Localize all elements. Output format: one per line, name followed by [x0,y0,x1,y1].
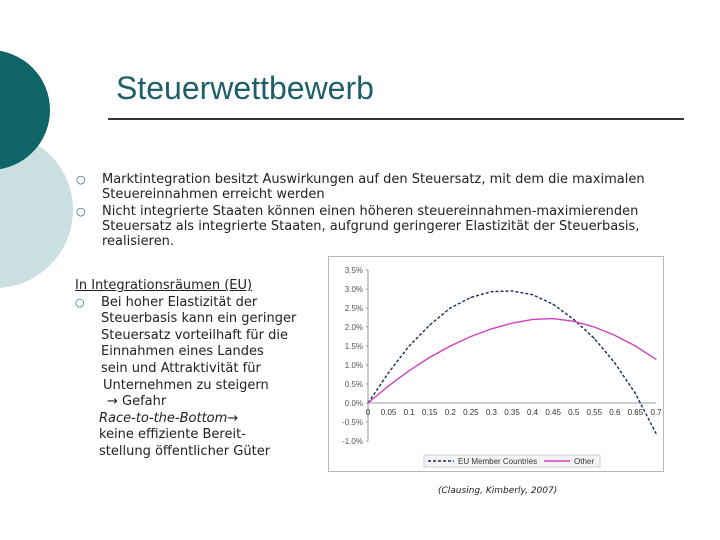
data-point [553,304,554,305]
data-point [409,370,410,371]
data-point [491,328,492,329]
data-point [511,323,512,324]
y-tick-label: 0.5% [344,380,363,389]
integration-line: keine effiziente Bereit- [99,427,246,443]
data-point [553,318,554,319]
integration-line: Einnahmen eines Landes [101,344,264,360]
data-point [532,294,533,295]
circle-bullet-icon: ○ [76,205,86,218]
data-point [655,433,656,434]
page-title: Steuerwettbewerb [116,70,374,106]
x-tick-label: 0.2 [444,408,456,417]
x-tick-label: 0.55 [586,408,603,417]
chart-legend [424,455,600,467]
data-point [635,345,636,346]
integration-line [75,295,335,312]
integration-line-text: Bei hoher Elastizität der [101,294,258,310]
circle-bullet-icon: ○ [76,173,86,186]
integration-line: Unternehmen zu steigern [103,377,269,393]
x-tick-label: 0.5 [568,408,580,417]
x-tick-label: 0.1 [403,408,415,417]
integration-line: sein und Attraktivität für [101,360,261,376]
y-tick-label: 2.0% [344,323,363,332]
source-citation: (Clausing, Kimberly, 2007) [438,486,558,496]
x-tick-label: 0.15 [421,408,438,417]
data-point [511,290,512,291]
integration-line: Steuerbasis kann ein geringer [101,311,297,327]
y-tick-label: -1.0% [342,437,363,446]
data-point [409,345,410,346]
bullet-item [76,172,676,202]
x-tick-label: 0.35 [504,408,520,417]
data-point [388,385,389,386]
bullet-item [76,204,676,249]
x-tick-label: 0.3 [485,408,497,417]
data-point [573,319,574,320]
data-point [594,338,595,339]
chart-frame [329,257,664,472]
y-tick-label: 3.0% [344,285,363,294]
bullet-text: Marktintegration besitzt Auswirkungen auf den Steuersatz, mit dem die maximalen Steuereinnahmen erreicht werden [102,172,645,202]
data-point [614,363,615,364]
x-tick-label: 0.25 [463,408,479,417]
legend-label: EU Member Countries [458,457,538,466]
bullet-list [76,172,676,251]
x-tick-label: 0.05 [380,408,397,417]
x-tick-labels [366,408,662,417]
title-divider [108,118,684,120]
data-point [573,321,574,322]
x-tick-label: 0.6 [609,408,621,417]
circle-bullet-icon: ○ [75,295,85,309]
integration-heading: In Integrationsräumen (EU) [75,278,253,293]
data-point [614,335,615,336]
x-tick-label: 0.65 [627,408,644,417]
data-point [429,325,430,326]
data-point [491,291,492,292]
data-point [655,359,656,360]
y-tick-label: -0.5% [342,418,363,427]
y-tick-label: 3.5% [344,266,363,275]
data-point [532,319,533,320]
integration-line: Race-to-the-Bottom→ [99,410,239,426]
y-tick-label: 1.0% [344,361,363,370]
data-point [388,372,389,373]
x-tick-label: 0.7 [650,408,662,417]
y-tick-label: 0.0% [344,399,363,408]
data-point [429,357,430,358]
x-tick-label: 0.4 [527,408,539,417]
data-point [367,402,368,403]
tax-revenue-chart [328,256,664,472]
bullet-text: Nicht integrierte Staaten können einen höheren steuereinnahmen-maximierenden Steuersatz als integrierte Staaten, aufgrund geringerer Elastizität der Steuerbasis, realisieren. [102,204,640,249]
x-tick-label: 0.45 [545,408,561,417]
integration-line: Steuersatz vorteilhaft für die [101,327,288,343]
integration-line: stellung öffentlicher Güter [99,443,271,459]
x-tick-label: 0 [365,408,371,417]
data-point [450,345,451,346]
y-tick-label: 2.5% [344,304,363,313]
data-point [470,336,471,337]
y-tick-label: 1.5% [344,342,363,351]
data-point [635,393,636,394]
integration-text-block [75,278,335,461]
data-point [594,326,595,327]
data-point [470,297,471,298]
decorative-circles [0,0,90,300]
data-point [450,307,451,308]
legend-label: Other [574,457,595,466]
integration-line: → Gefahr [107,394,167,410]
